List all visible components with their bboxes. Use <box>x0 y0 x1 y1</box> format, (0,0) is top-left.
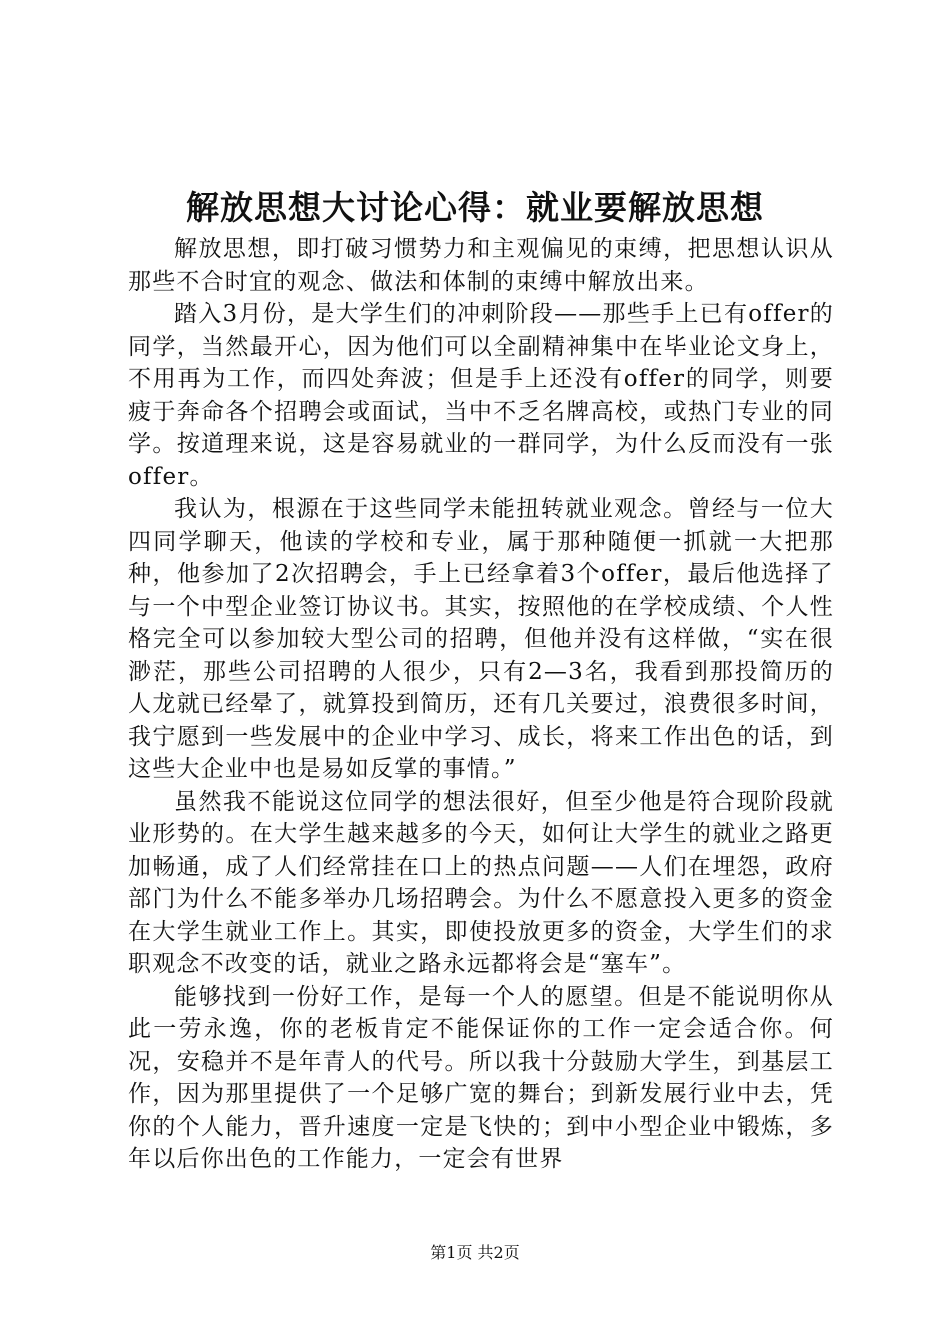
paragraph-1: 解放思想，即打破习惯势力和主观偏见的束缚，把思想认识从那些不合时宜的观念、做法和体制的束缚中解放出来。 <box>128 236 834 295</box>
paragraph-5: 能够找到一份好工作，是每一个人的愿望。但是不能说明你从此一劳永逸，你的老板肯定不能保证你的工作一定会适合你。何况，安稳并不是年青人的代号。所以我十分鼓励大学生，到基层工作，因为那里提供了一个足够广宽的舞台；到新发展行业中去，凭你的个人能力，晋升速度一定是飞快的；到中小型企业中锻炼，多年以后你出色的工作能力，一定会有世界 <box>128 983 834 1172</box>
paragraph-4: 虽然我不能说这位同学的想法很好，但至少他是符合现阶段就业形势的。在大学生越来越多的今天，如何让大学生的就业之路更加畅通，成了人们经常挂在口上的热点问题——人们在埋怨，政府部门为什么不能多举办几场招聘会。为什么不愿意投入更多的资金在大学生就业工作上。其实，即使投放更多的资金，大学生们的求职观念不改变的话，就业之路永远都将会是“塞车”。 <box>128 788 834 977</box>
page-number-footer: 第1页 共2页 <box>430 1243 520 1262</box>
document-body <box>128 233 834 1176</box>
paragraph-2: 踏入3月份，是大学生们的冲刺阶段——那些手上已有offer的同学，当然最开心，因为他们可以全副精神集中在毕业论文身上，不用再为工作，而四处奔波；但是手上还没有offer的同学，则要疲于奔命各个招聘会或面试，当中不乏名牌高校，或热门专业的同学。按道理来说，这是容易就业的一群同学，为什么反而没有一张offer。 <box>128 301 834 490</box>
paragraph-3: 我认为，根源在于这些同学未能扭转就业观念。曾经与一位大四同学聊天，他读的学校和专业，属于那种随便一抓就一大把那种，他参加了2次招聘会，手上已经拿着3个offer，最后他选择了与一个中型企业签订协议书。其实，按照他的在学校成绩、个人性格完全可以参加较大型公司的招聘，但他并没有这样做，“实在很渺茫，那些公司招聘的人很少，只有2—3名，我看到那投简历的人龙就已经晕了，就算投到简历，还有几关要过，浪费很多时间，我宁愿到一些发展中的企业中学习、成长，将来工作出色的话，到这些大企业中也是易如反掌的事情。” <box>128 496 834 782</box>
document-title: 解放思想大讨论心得：就业要解放思想 <box>186 188 764 227</box>
